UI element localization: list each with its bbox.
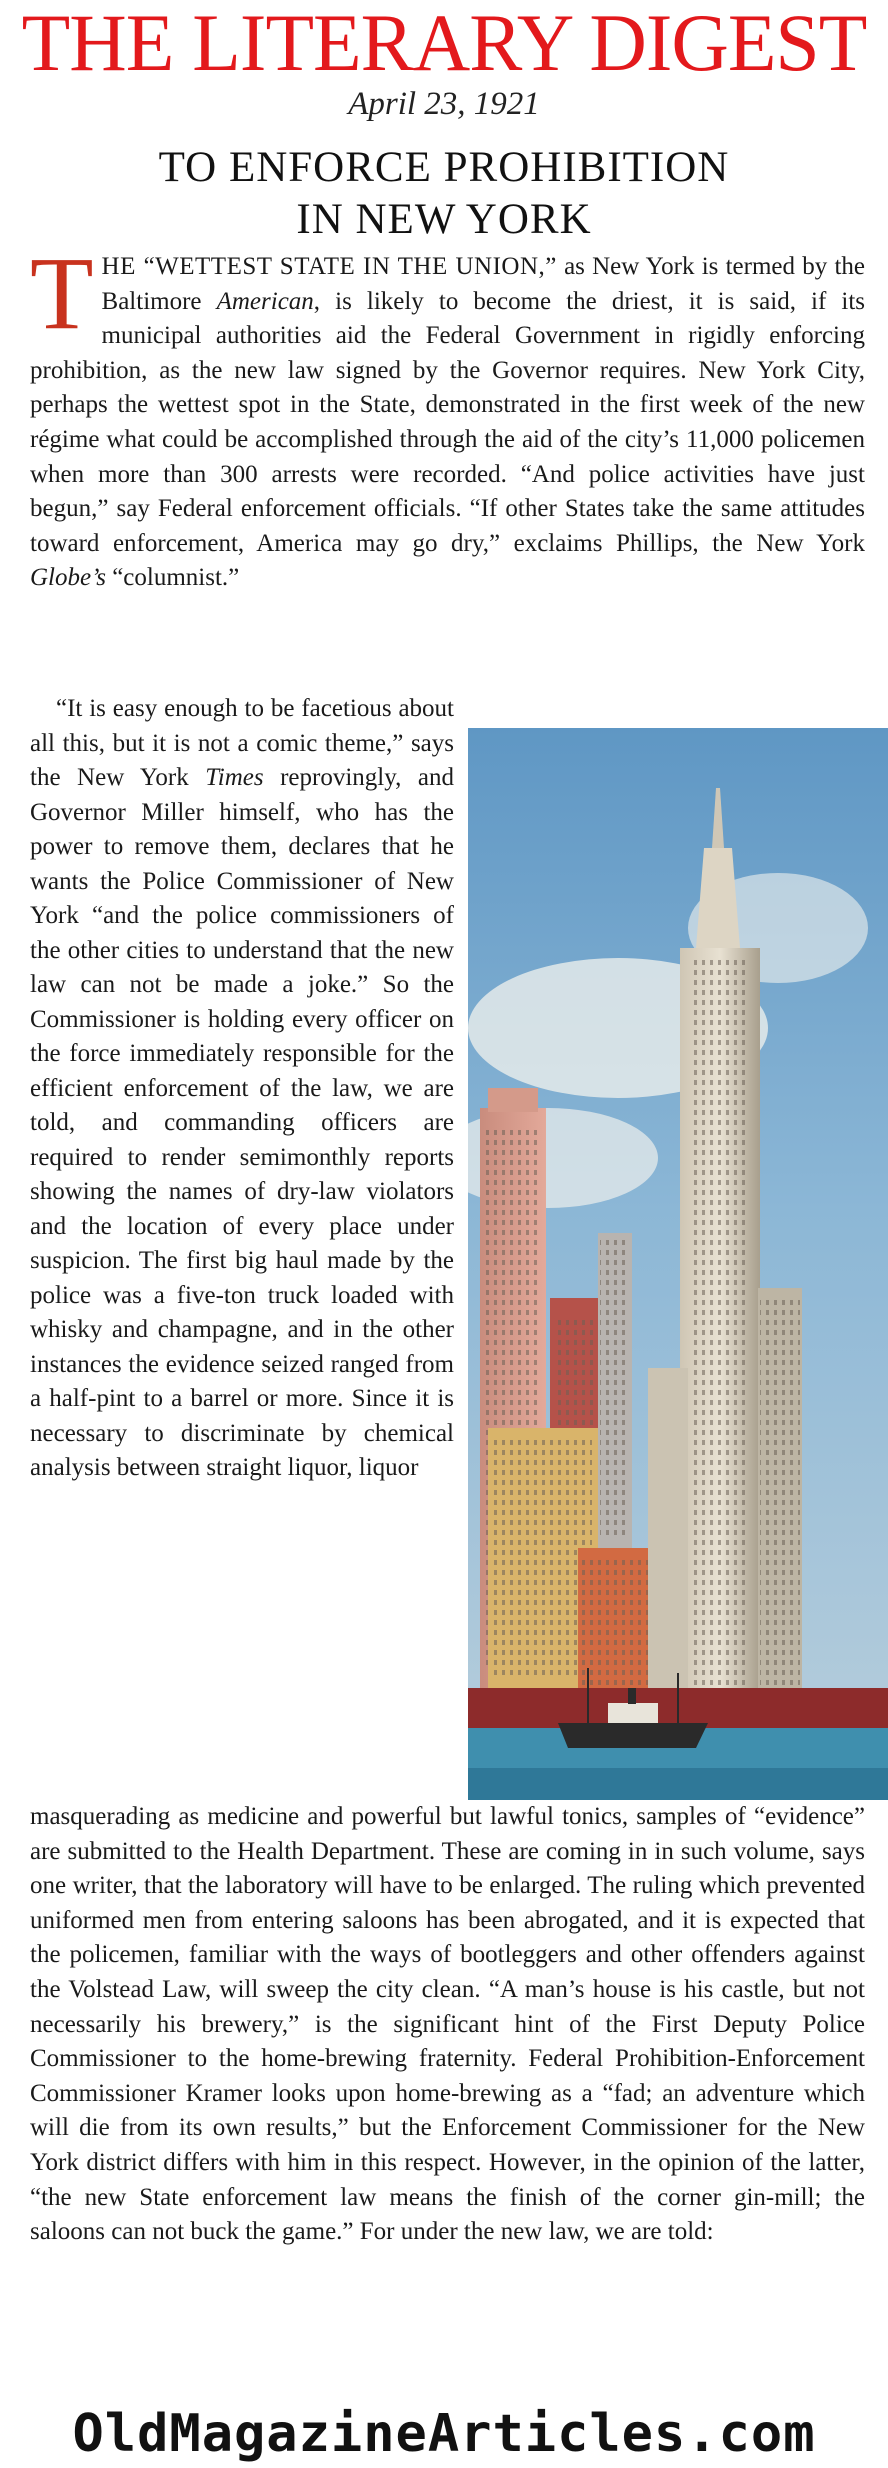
masthead: THE LITERARY DIGEST	[21, 0, 867, 88]
lead-text-c: “columnist.”	[105, 564, 240, 592]
column-paragraph	[30, 692, 454, 1486]
column-text-a: “It is easy enough to be facetious about all this, but it is not a comic theme,” says the New York	[30, 695, 454, 791]
column-text-b: reprovingly, and Governor Miller himself, who has the power to remove them, declares that he wants the Police Commissioner of New York “and the police commissioners of the other cities to understand that the new law can not be made a joke.” So the Commissioner is holding every officer on the force immediately responsible for the efficient enforcement of the law, we are told, and commanding officers are required to render semimonthly reports showing the names of dry-law violators and the location of every place under suspicion. The first big haul made by the police was a five-ton truck loaded with whisky and champagne, and in the other instances the evidence seized ranged from a half-pint to a barrel or more. Since it is necessary to discriminate by chemical analysis between straight liquor, liquor	[30, 764, 454, 1481]
lead-caps: HE “WETTEST STATE IN THE UNION,”	[101, 253, 557, 280]
lead-text-b: , is likely to become the driest, it is said, if its municipal authorities aid the Federal Government in rigidly enforcing prohibition, as the new law signed by the Governor requires. New York City, perhaps the wettest spot in the State, demonstrated in the first week of the new régime what could be accomplished through the aid of the city’s 11,000 policemen when more than 300 arrests were recorded. “And police activities have just begun,” say Federal enforcement officials. “If other States take the same attitudes toward enforcement, America may go dry,” exclaims Phillips, the New York	[30, 287, 865, 557]
lead-publication-globe: Globe’s	[30, 564, 106, 592]
headline-line-1: TO ENFORCE PROHIBITION	[158, 144, 730, 191]
drop-cap: T	[30, 236, 94, 351]
column-publication-times: Times	[205, 764, 264, 791]
skyline-illustration	[468, 728, 888, 1800]
lead-text-a: as New York is termed by the Baltimore	[101, 253, 865, 315]
lead-publication-american: American	[216, 287, 314, 315]
issue-date: April 23, 1921	[348, 86, 540, 122]
continuation-paragraph: masquerading as medicine and powerful but lawful tonics, samples of “evidence” are submitted to the Health Department. These are coming in in such volume, says one writer, that the laboratory will have to be enlarged. The ruling which prevented uniformed men from entering saloons has been abrogated, and it is expected that the policemen, familiar with the ways of bootleggers and other offenders against the Volstead Law, will sweep the city clean. “A man’s house is his castle, but not necessarily his brewery,” is the significant hint of the First Deputy Police Commissioner to the home-brewing fraternity. Federal Prohibition-Enforcement Commissioner Kramer looks upon home-brewing as a “fad; an adventure which will die from its own results,” but the Enforcement Commissioner for the New York district differs with him in this respect. However, in the opinion of the latter, “the new State enforcement law means the finish of the corner gin-mill; the saloons can not buck the game.” For under the new law, we are told:	[30, 1803, 865, 2246]
lead-paragraph	[30, 236, 865, 596]
site-watermark: OldMagazineArticles.com	[72, 2404, 816, 2464]
headline-line-2: IN NEW YORK	[296, 196, 592, 243]
article-headline	[40, 142, 848, 246]
